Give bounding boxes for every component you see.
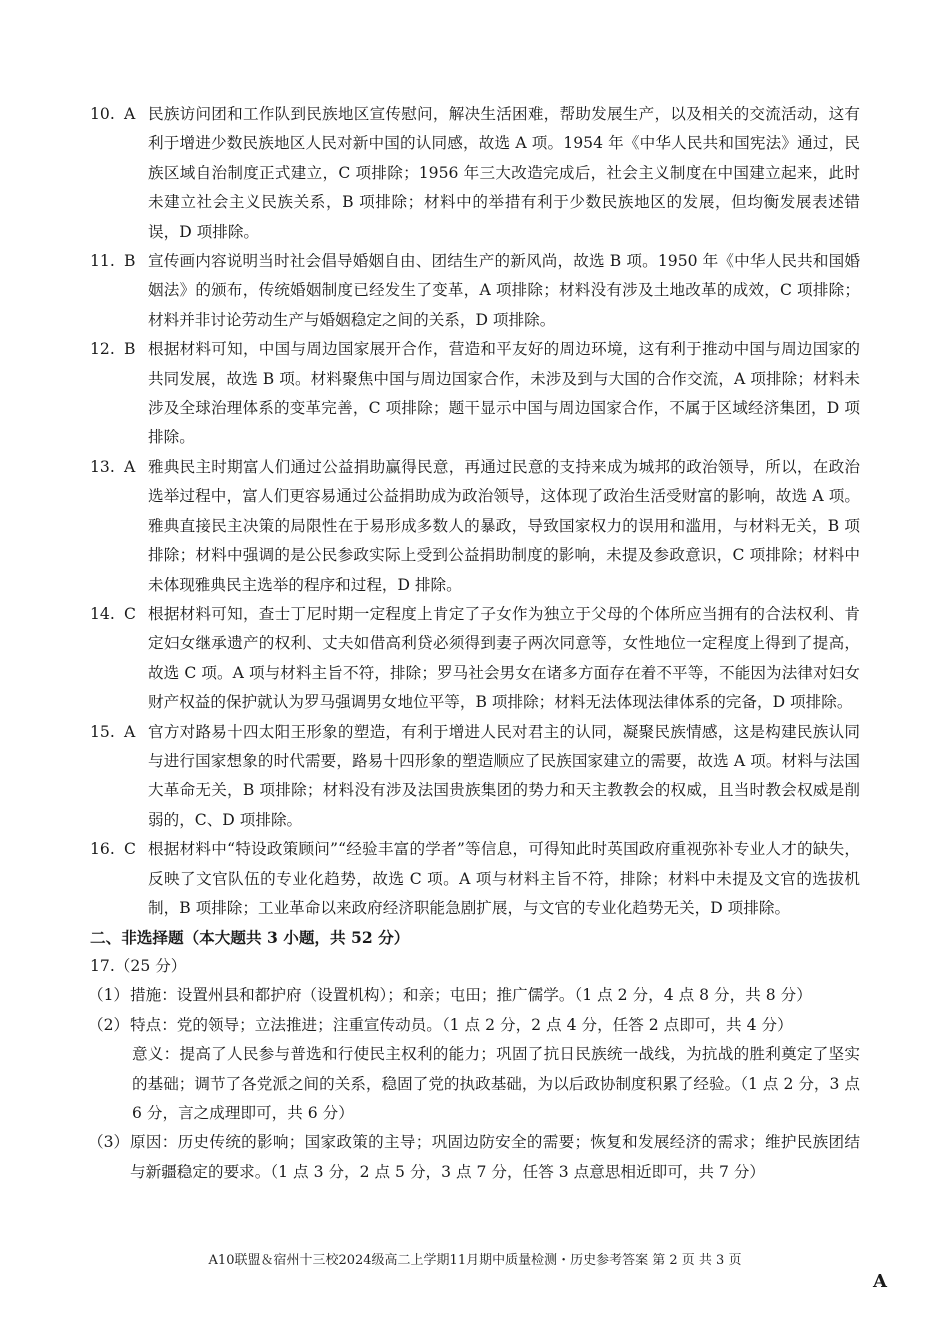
- question-answer: B: [124, 252, 136, 271]
- question-explanation: 根据材料中“特设政策顾问”“经验丰富的学者”等信息，可得知此时英国政府重视弥补专业人才的缺失，反映了文官队伍的专业化趋势，故选 C 项。A 项与材料主旨不符，排除；材料中未提及文官的选拔机制，B 项排除；工业革命以来政府经济职能急剧扩展，与文官的专业化趋势无关，D 项排除。: [148, 840, 860, 917]
- question-17-heading: 17.（25 分）: [90, 957, 187, 976]
- question-17-part-1: [90, 981, 860, 1010]
- question-number: 10.: [90, 105, 115, 123]
- part-label: （1）: [88, 986, 130, 1005]
- version-mark: A: [873, 1271, 887, 1292]
- question-answer: A: [124, 722, 136, 741]
- question-explanation: 宣传画内容说明当时社会倡导婚姻自由、团结生产的新风尚，故选 B 项。1950 年《中华人民共和国婚姻法》的颁布，传统婚姻制度已经发生了变革，A 项排除；材料没有涉及土地改革的成效，C 项排除；材料并非讨论劳动生产与婚姻稳定之间的关系，D 项排除。: [148, 252, 860, 329]
- question-answer: A: [124, 105, 136, 123]
- question-answer: B: [124, 340, 136, 359]
- question-13: [90, 453, 860, 600]
- question-explanation: 根据材料可知，查士丁尼时期一定程度上肯定了子女作为独立于父母的个体所应当拥有的合法权利、肯定妇女继承遗产的权利、丈夫如借高利贷必须得到妻子两次同意等，女性地位一定程度上得到了提高，故选 C 项。A 项与材料主旨不符，排除；罗马社会男女在诸多方面存在着不平等，不能因为法律对妇女财产权益的保护就认为罗马强调男女地位平等，B 项排除；材料无法体现法律体系的完备，D 项排除。: [148, 604, 860, 712]
- question-number: 16.: [90, 840, 115, 859]
- part-label: （3）: [88, 1133, 130, 1152]
- question-explanation: 民族访问团和工作队到民族地区宣传慰问，解决生活困难，帮助发展生产，以及相关的交流活动，这有利于增进少数民族地区人民对新中国的认同感，故选 A 项。1954 年《中华人民共和国宪法》通过，民族区域自治制度正式建立，C 项排除；1956 年三大改造完成后，社会主义制度在中国建立起来，此时未建立社会主义民族关系，B 项排除；材料中的举措有利于少数民族地区的发展，但均衡发展表述错误，D 项排除。: [148, 105, 860, 241]
- question-12: [90, 335, 860, 453]
- part-text: 原因：历史传统的影响；国家政策的主导；巩固边防安全的需要；恢复和发展经济的需求；维护民族团结与新疆稳定的要求。（1 点 3 分，2 点 5 分，3 点 7 分，任答 3 点意思相近即可，共 7 分）: [130, 1133, 860, 1181]
- answer-content: [90, 100, 860, 1187]
- question-17-part-2: [90, 1011, 860, 1040]
- question-11: [90, 247, 860, 335]
- question-explanation: 官方对路易十四太阳王形象的塑造，有利于增进人民对君主的认同，凝聚民族情感，这是构建民族认同与进行国家想象的时代需要，路易十四形象的塑造顺应了民族国家建立的需要，故选 A 项。材料与法国大革命无关，B 项排除；材料没有涉及法国贵族集团的势力和天主教教会的权威，且当时教会权威是削弱的，C、D 项排除。: [148, 722, 860, 829]
- part-label: （2）: [88, 1015, 130, 1034]
- question-number: 14.: [90, 604, 115, 623]
- question-17-part-2-meaning: 意义：提高了人民参与普选和行使民主权利的能力；巩固了抗日民族统一战线，为抗战的胜利奠定了坚实的基础；调节了各党派之间的关系，稳固了党的执政基础，为以后政协制度积累了经验。（1 点 2 分，3 点 6 分，言之成理即可，共 6 分）: [132, 1045, 860, 1122]
- question-answer: C: [124, 840, 136, 859]
- question-15: [90, 718, 860, 836]
- question-explanation: 根据材料可知，中国与周边国家展开合作，营造和平友好的周边环境，这有利于推动中国与周边国家的共同发展，故选 B 项。材料聚焦中国与周边国家合作，未涉及到与大国的合作交流，A 项排除；材料未涉及全球治理体系的变革完善，C 项排除；题干显示中国与周边国家合作，不属于区域经济集团，D 项排除。: [148, 340, 860, 447]
- question-10: [90, 100, 860, 247]
- question-answer: C: [124, 604, 136, 623]
- section-title: 二、非选择题（本大题共 3 小题，共 52 分）: [90, 928, 410, 948]
- question-number: 13.: [90, 457, 115, 476]
- question-number: 15.: [90, 722, 115, 741]
- part-text: 特点：党的领导；立法推进；注重宣传动员。（1 点 2 分，2 点 4 分，任答 2 点即可，共 4 分）: [130, 1015, 793, 1034]
- part-text: 措施：设置州县和都护府（设置机构）；和亲；屯田；推广儒学。（1 点 2 分，4 点 8 分，共 8 分）: [130, 986, 812, 1005]
- question-14: [90, 600, 860, 718]
- question-explanation: 雅典民主时期富人们通过公益捐助赢得民意，再通过民意的支持来成为城邦的政治领导，所以，在政治选举过程中，富人们更容易通过公益捐助成为政治领导，这体现了政治生活受财富的影响，故选 A 项。雅典直接民主决策的局限性在于易形成多数人的暴政，导致国家权力的误用和滥用，与材料无关，B 项排除；材料中强调的是公民参政实际上受到公益捐助制度的影响，未提及参政意识，C 项排除；材料中未体现雅典民主选举的程序和过程，D 排除。: [148, 457, 860, 594]
- question-16: [90, 835, 860, 923]
- question-number: 12.: [90, 340, 115, 359]
- question-number: 11.: [90, 252, 115, 271]
- page-footer: A10联盟＆宿州十三校2024级高二上学期11月期中质量检测・历史参考答案 第 2 页 共 3 页: [208, 1253, 742, 1268]
- question-answer: A: [124, 457, 136, 476]
- question-17-part-3: [90, 1128, 860, 1187]
